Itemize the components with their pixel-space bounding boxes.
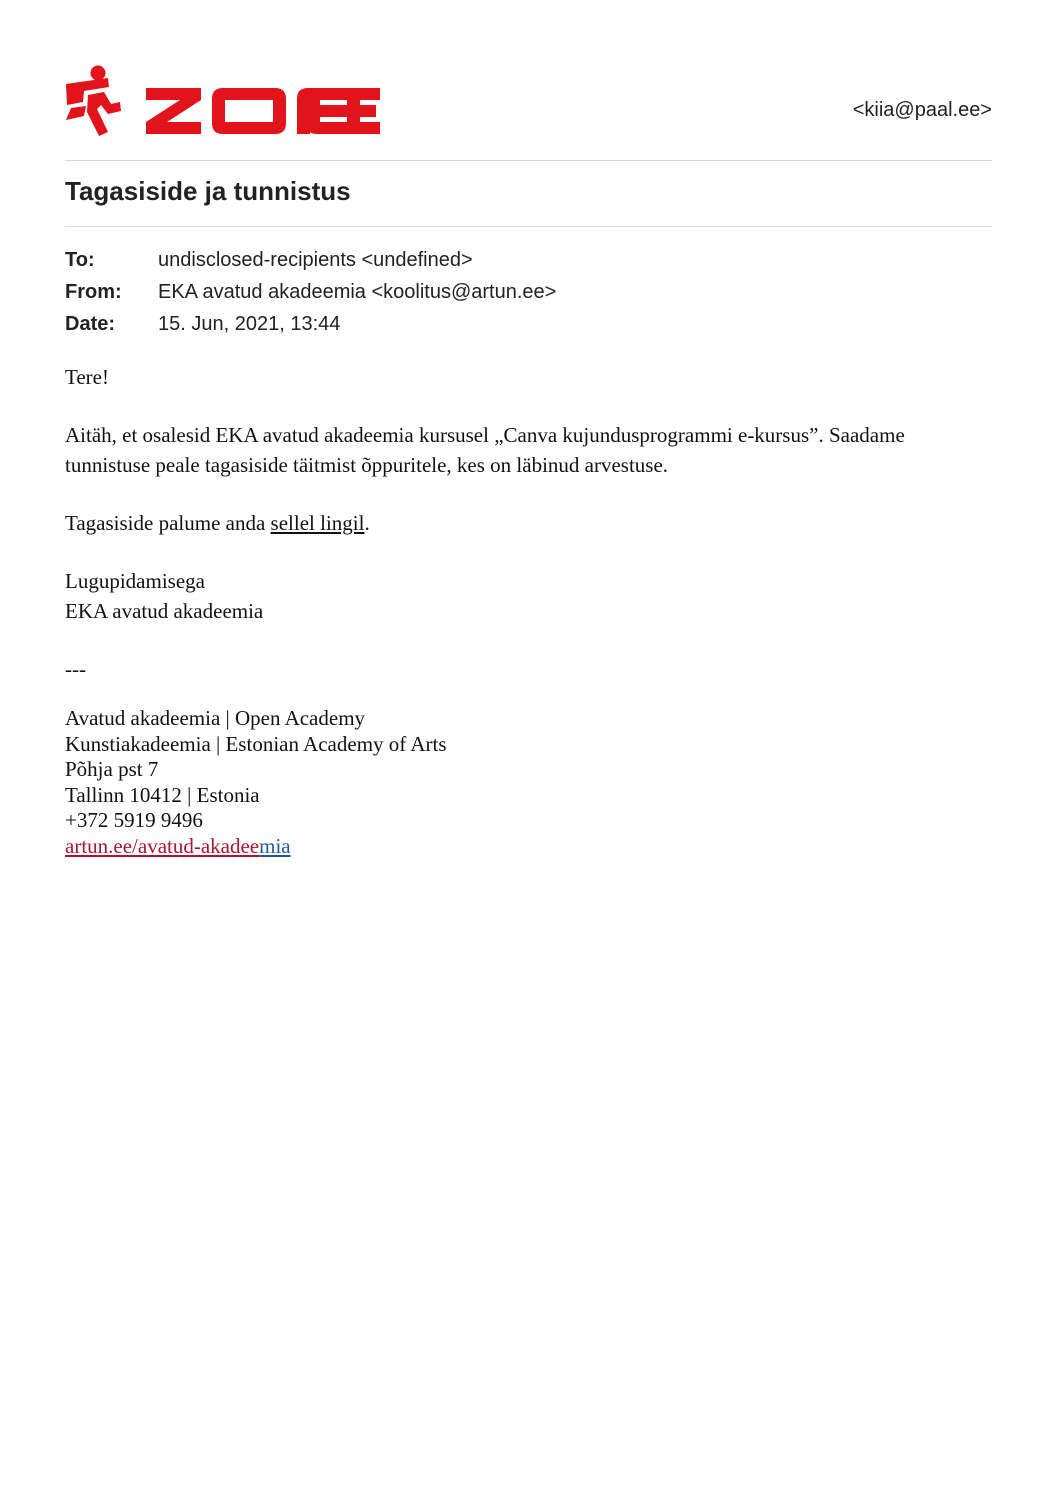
date-value: 15. Jun, 2021, 13:44	[158, 313, 341, 335]
signature-link[interactable]	[65, 834, 965, 860]
signature-line-4: Tallinn 10412 | Estonia	[65, 782, 260, 807]
signature-link-part-1[interactable]: artun.ee/avatud-akadee	[65, 833, 260, 858]
meta-row-from	[65, 276, 556, 308]
closing-line-1: Lugupidamisega	[65, 569, 205, 593]
email-body	[65, 362, 965, 859]
header-divider	[65, 160, 992, 161]
meta-row-date	[65, 308, 556, 340]
feedback-link[interactable]: sellel lingil	[270, 511, 365, 535]
account-email: <kiia@paal.ee>	[852, 99, 992, 121]
date-label: Date:	[65, 313, 116, 335]
subject-divider	[65, 226, 992, 227]
closing-line-2: EKA avatud akadeemia	[65, 599, 264, 623]
feedback-suffix: .	[364, 511, 370, 535]
feedback-line	[65, 508, 965, 538]
signature-line-2: Kunstiakadeemia | Estonian Academy of Arts	[65, 731, 447, 756]
body-paragraph: Aitäh, et osalesid EKA avatud akadeemia kursusel „Canva kujundusprogrammi e-kursus”. Saadame tunnistuse peale tagasiside täitmist õppuritele, kes on läbinud arvestuse.	[65, 423, 905, 477]
separator: ---	[65, 657, 86, 681]
email-subject: Tagasiside ja tunnistus	[65, 176, 351, 206]
zone-logo-letter-e	[306, 88, 380, 134]
feedback-prefix: Tagasiside palume anda	[65, 511, 271, 535]
signature-line-3: Põhja pst 7	[65, 757, 159, 781]
signature-line-1: Avatud akadeemia | Open Academy	[65, 706, 366, 730]
from-value: EKA avatud akadeemia <koolitus@artun.ee>	[158, 281, 557, 303]
to-label: To:	[65, 249, 95, 271]
to-value: undisclosed-recipients <undefined>	[158, 249, 473, 271]
signature-link-part-2[interactable]: mia	[259, 833, 291, 858]
meta-row-to	[65, 244, 556, 276]
greeting: Tere!	[65, 365, 109, 389]
signature	[65, 706, 965, 859]
email-meta	[65, 244, 556, 340]
from-label: From:	[65, 281, 122, 303]
signature-line-5: +372 5919 9496	[65, 808, 203, 832]
